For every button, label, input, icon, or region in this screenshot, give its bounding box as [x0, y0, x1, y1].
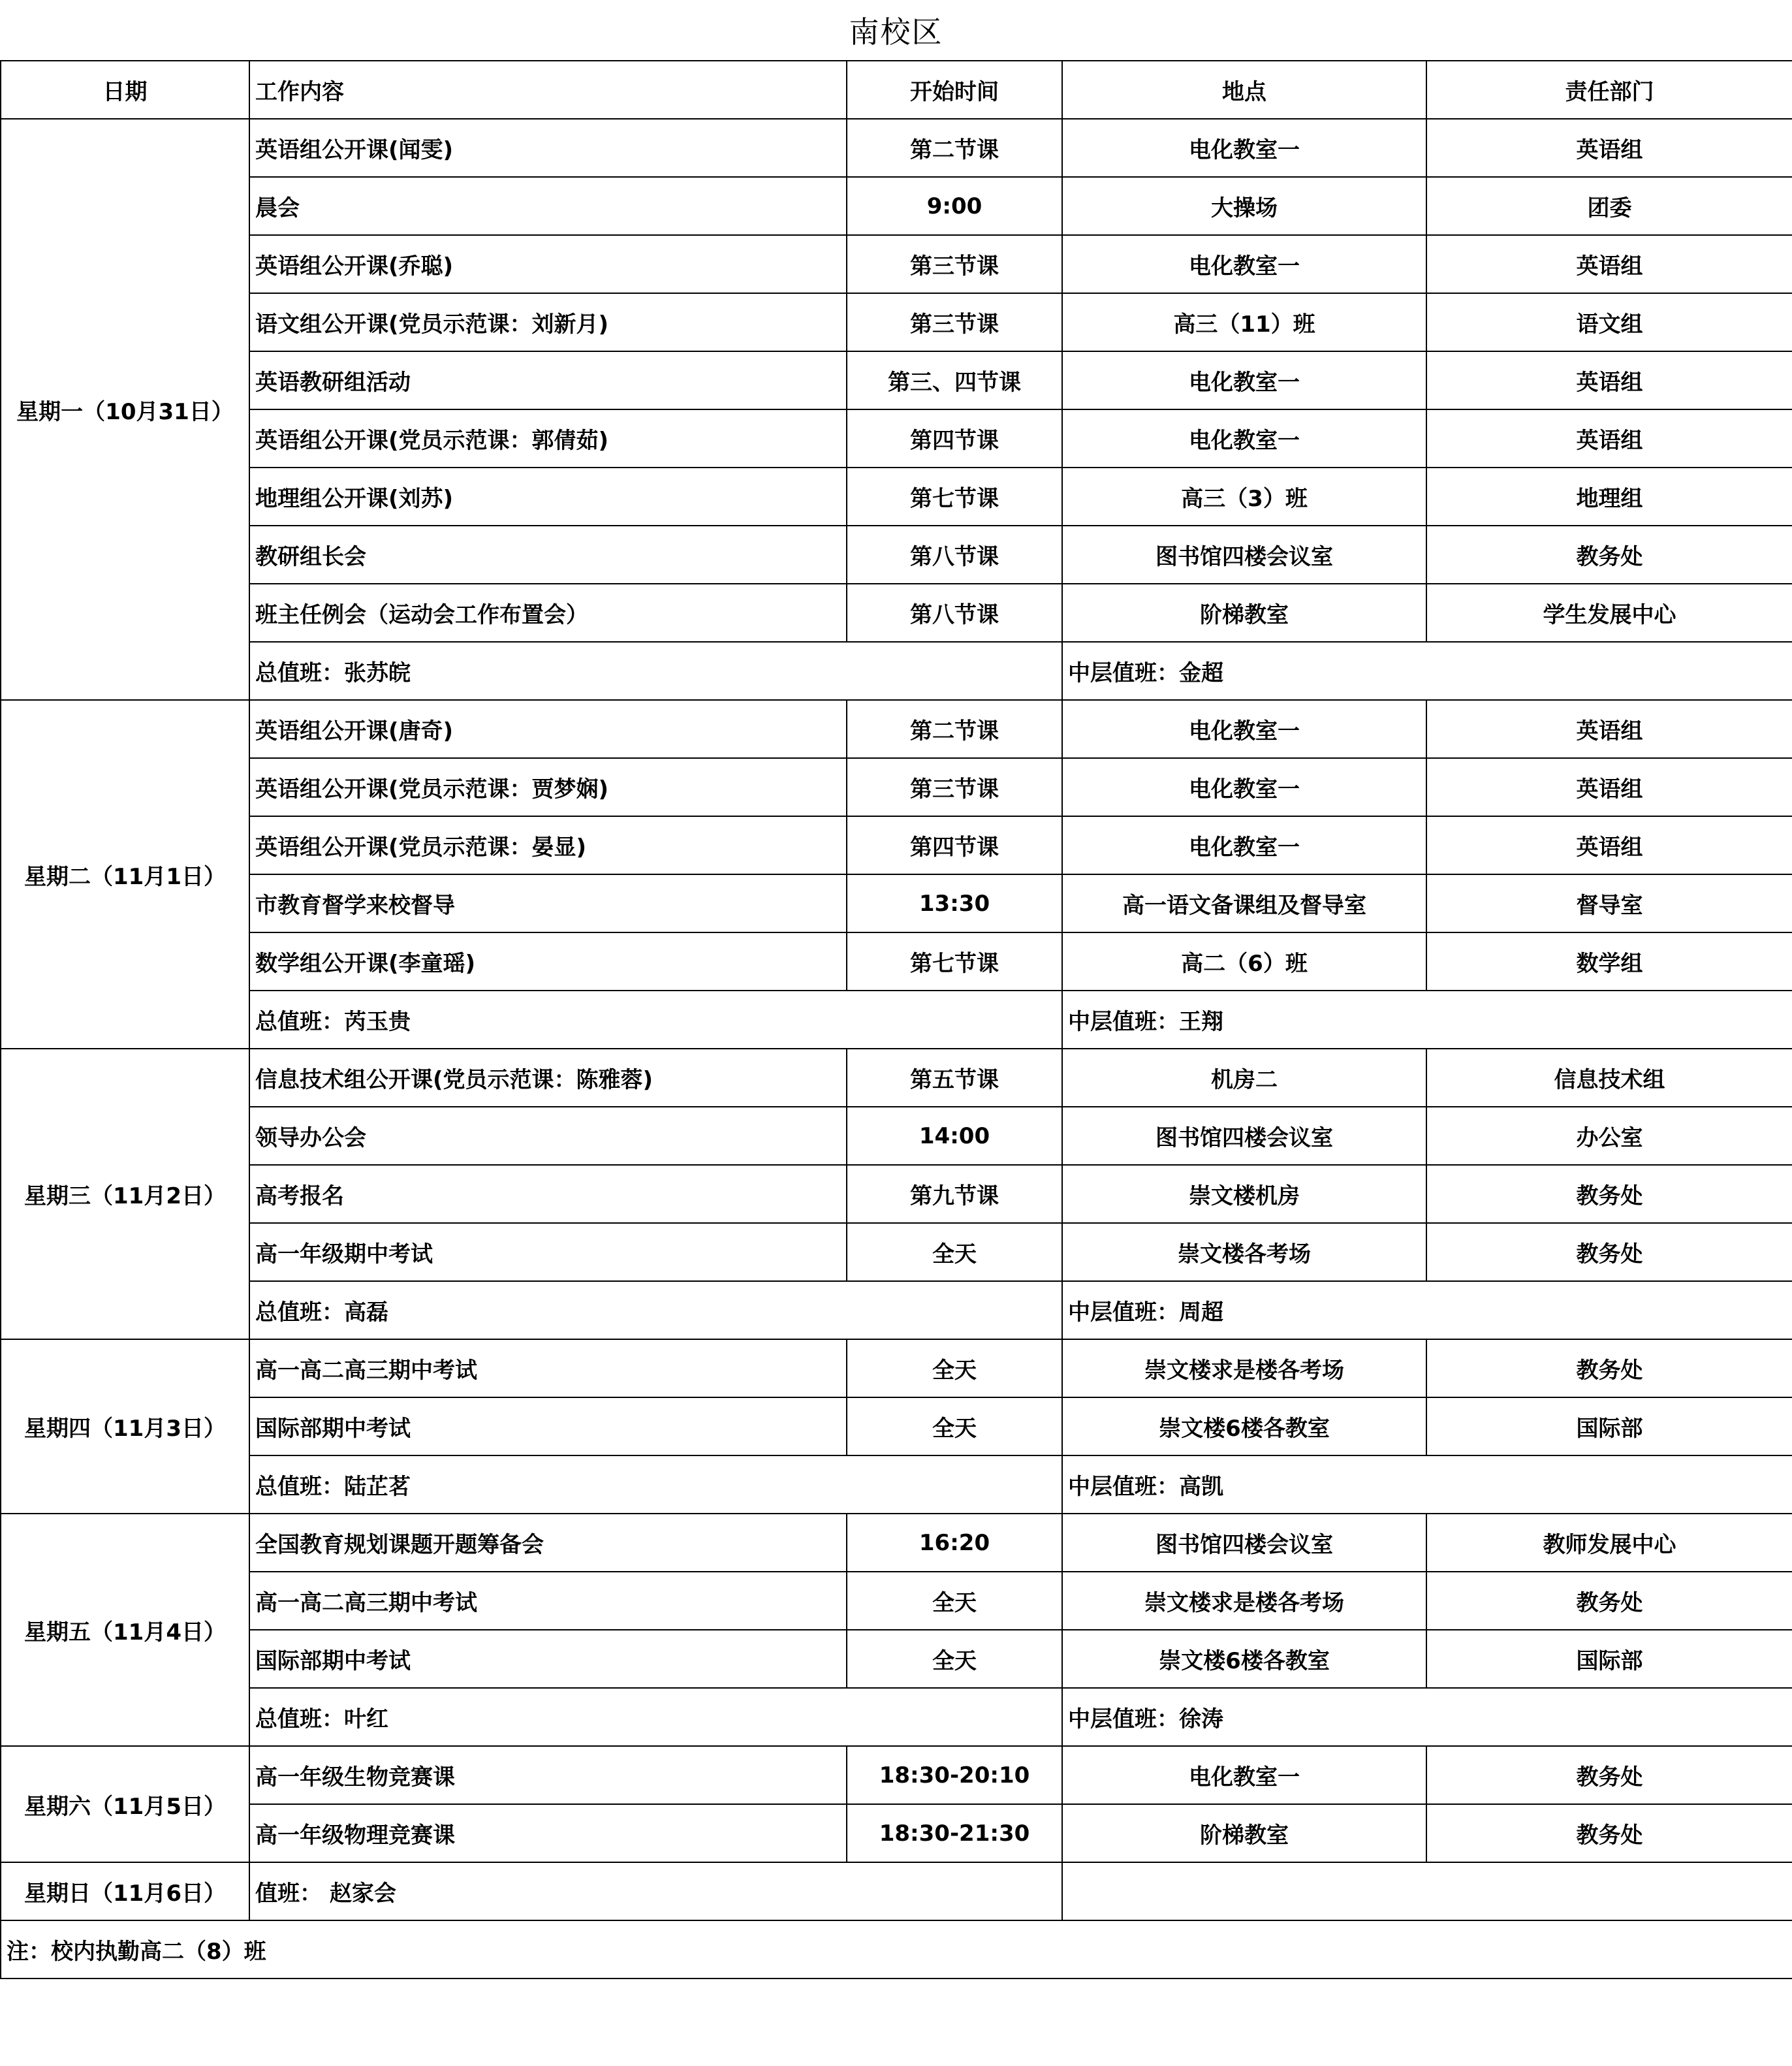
mid-duty-cell: 中层值班：徐涛: [1062, 1688, 1792, 1746]
header-row: [1, 61, 1792, 119]
event-place: 大操场: [1062, 177, 1426, 235]
event-start-time: 第三节课: [847, 293, 1062, 351]
table-row: [1, 758, 1792, 816]
event-dept: 教务处: [1426, 1223, 1792, 1281]
event-content: 英语教研组活动: [249, 351, 847, 409]
note-cell: 注：校内执勤高二（8）班: [1, 1920, 1792, 1979]
event-place: 图书馆四楼会议室: [1062, 526, 1426, 584]
event-place: 崇文楼求是楼各考场: [1062, 1339, 1426, 1397]
event-start-time: 14:00: [847, 1107, 1062, 1165]
table-row: [1, 1746, 1792, 1804]
event-place: 高三（3）班: [1062, 468, 1426, 526]
event-content: 高一年级物理竞赛课: [249, 1804, 847, 1862]
event-start-time: 第二节课: [847, 119, 1062, 177]
event-content: 领导办公会: [249, 1107, 847, 1165]
table-row: [1, 584, 1792, 642]
event-start-time: 全天: [847, 1630, 1062, 1688]
event-content: 英语组公开课(闻雯): [249, 119, 847, 177]
table-row: [1, 1804, 1792, 1862]
day-date-cell: 星期四（11月3日）: [1, 1339, 249, 1514]
table-row: [1, 1339, 1792, 1397]
event-place: 电化教室一: [1062, 816, 1426, 874]
event-start-time: 13:30: [847, 874, 1062, 932]
event-dept: 教务处: [1426, 1804, 1792, 1862]
event-place: 电化教室一: [1062, 351, 1426, 409]
duty-cell: 值班： 赵家会: [249, 1862, 1062, 1920]
event-place: 高三（11）班: [1062, 293, 1426, 351]
event-place: 阶梯教室: [1062, 1804, 1426, 1862]
general-duty-cell: 总值班：芮玉贵: [249, 991, 1062, 1049]
table-row: [1, 874, 1792, 932]
event-dept: 教务处: [1426, 1339, 1792, 1397]
event-place: 崇文楼各考场: [1062, 1223, 1426, 1281]
note-row: [1, 1920, 1792, 1979]
event-start-time: 全天: [847, 1397, 1062, 1455]
mid-duty-cell: 中层值班：王翔: [1062, 991, 1792, 1049]
table-row: [1, 1514, 1792, 1572]
event-content: 数学组公开课(李童瑶): [249, 932, 847, 991]
table-row: [1, 932, 1792, 991]
event-dept: 督导室: [1426, 874, 1792, 932]
event-dept: 地理组: [1426, 468, 1792, 526]
event-start-time: 全天: [847, 1223, 1062, 1281]
event-place: 图书馆四楼会议室: [1062, 1107, 1426, 1165]
table-row: [1, 1165, 1792, 1223]
mid-duty-cell: 中层值班：高凯: [1062, 1455, 1792, 1514]
event-start-time: 第八节课: [847, 526, 1062, 584]
event-place: 高一语文备课组及督导室: [1062, 874, 1426, 932]
general-duty-cell: 总值班：张苏皖: [249, 642, 1062, 700]
header-dept: 责任部门: [1426, 61, 1792, 119]
event-content: 英语组公开课(党员示范课：贾梦娴): [249, 758, 847, 816]
event-start-time: 全天: [847, 1339, 1062, 1397]
event-content: 全国教育规划课题开题筹备会: [249, 1514, 847, 1572]
table-row: [1, 235, 1792, 293]
duty-row: [1, 991, 1792, 1049]
table-row: [1, 1572, 1792, 1630]
table-row: [1, 1049, 1792, 1107]
event-dept: 教师发展中心: [1426, 1514, 1792, 1572]
event-start-time: 第九节课: [847, 1165, 1062, 1223]
table-row: [1, 293, 1792, 351]
event-place: 阶梯教室: [1062, 584, 1426, 642]
event-start-time: 18:30-21:30: [847, 1804, 1062, 1862]
event-dept: 英语组: [1426, 758, 1792, 816]
table-row: [1, 1397, 1792, 1455]
event-start-time: 16:20: [847, 1514, 1062, 1572]
event-content: 英语组公开课(乔聪): [249, 235, 847, 293]
table-row: [1, 468, 1792, 526]
table-row: [1, 1107, 1792, 1165]
event-content: 教研组长会: [249, 526, 847, 584]
event-place: 崇文楼6楼各教室: [1062, 1397, 1426, 1455]
event-dept: 语文组: [1426, 293, 1792, 351]
event-place: 崇文楼机房: [1062, 1165, 1426, 1223]
event-dept: 英语组: [1426, 816, 1792, 874]
mid-duty-cell: 中层值班：周超: [1062, 1281, 1792, 1339]
event-start-time: 第八节课: [847, 584, 1062, 642]
general-duty-cell: 总值班：高磊: [249, 1281, 1062, 1339]
event-start-time: 第二节课: [847, 700, 1062, 758]
schedule-table: [0, 60, 1792, 1979]
event-dept: 团委: [1426, 177, 1792, 235]
event-dept: 英语组: [1426, 235, 1792, 293]
header-place: 地点: [1062, 61, 1426, 119]
schedule-body: [1, 119, 1792, 1979]
duty-row: [1, 1688, 1792, 1746]
event-dept: 教务处: [1426, 1572, 1792, 1630]
table-row: [1, 177, 1792, 235]
event-place: 崇文楼求是楼各考场: [1062, 1572, 1426, 1630]
duty-row: [1, 1455, 1792, 1514]
table-row: [1, 409, 1792, 468]
event-start-time: 18:30-20:10: [847, 1746, 1062, 1804]
event-dept: 数学组: [1426, 932, 1792, 991]
event-start-time: 第七节课: [847, 932, 1062, 991]
table-row: [1, 526, 1792, 584]
event-place: 机房二: [1062, 1049, 1426, 1107]
table-row: [1, 1630, 1792, 1688]
header-start-time: 开始时间: [847, 61, 1062, 119]
event-content: 英语组公开课(党员示范课：郭倩茹): [249, 409, 847, 468]
event-dept: 教务处: [1426, 1746, 1792, 1804]
event-content: 地理组公开课(刘苏): [249, 468, 847, 526]
table-row: [1, 351, 1792, 409]
event-start-time: 第三节课: [847, 758, 1062, 816]
event-content: 国际部期中考试: [249, 1397, 847, 1455]
table-row: [1, 1223, 1792, 1281]
event-dept: 信息技术组: [1426, 1049, 1792, 1107]
day-date-cell: 星期二（11月1日）: [1, 700, 249, 1049]
general-duty-cell: 总值班：叶红: [249, 1688, 1062, 1746]
event-content: 市教育督学来校督导: [249, 874, 847, 932]
event-start-time: 第三、四节课: [847, 351, 1062, 409]
event-dept: 教务处: [1426, 526, 1792, 584]
day-date-cell: 星期三（11月2日）: [1, 1049, 249, 1339]
day-date-cell: 星期日（11月6日）: [1, 1862, 249, 1920]
event-content: 信息技术组公开课(党员示范课：陈雅蓉): [249, 1049, 847, 1107]
event-start-time: 第四节课: [847, 816, 1062, 874]
table-row: [1, 1862, 1792, 1920]
event-content: 高一高二高三期中考试: [249, 1572, 847, 1630]
mid-duty-cell: 中层值班：金超: [1062, 642, 1792, 700]
event-place: 电化教室一: [1062, 119, 1426, 177]
event-dept: 英语组: [1426, 409, 1792, 468]
event-dept: 英语组: [1426, 351, 1792, 409]
day-date-cell: 星期五（11月4日）: [1, 1514, 249, 1746]
table-row: [1, 700, 1792, 758]
event-start-time: 全天: [847, 1572, 1062, 1630]
event-start-time: 第三节课: [847, 235, 1062, 293]
day-date-cell: 星期六（11月5日）: [1, 1746, 249, 1862]
event-content: 晨会: [249, 177, 847, 235]
day-date-cell: 星期一（10月31日）: [1, 119, 249, 700]
event-content: 高考报名: [249, 1165, 847, 1223]
event-place: 电化教室一: [1062, 1746, 1426, 1804]
empty-cell: [1062, 1862, 1792, 1920]
event-dept: 英语组: [1426, 700, 1792, 758]
page-title: 南校区: [849, 14, 943, 50]
table-row: [1, 119, 1792, 177]
header-content: 工作内容: [249, 61, 847, 119]
header-date: 日期: [1, 61, 249, 119]
event-place: 电化教室一: [1062, 235, 1426, 293]
event-content: 语文组公开课(党员示范课：刘新月): [249, 293, 847, 351]
event-start-time: 第五节课: [847, 1049, 1062, 1107]
event-place: 高二（6）班: [1062, 932, 1426, 991]
event-dept: 办公室: [1426, 1107, 1792, 1165]
event-start-time: 第四节课: [847, 409, 1062, 468]
event-content: 国际部期中考试: [249, 1630, 847, 1688]
event-dept: 国际部: [1426, 1397, 1792, 1455]
event-dept: 教务处: [1426, 1165, 1792, 1223]
event-start-time: 9:00: [847, 177, 1062, 235]
event-dept: 学生发展中心: [1426, 584, 1792, 642]
event-place: 电化教室一: [1062, 700, 1426, 758]
event-content: 高一年级生物竞赛课: [249, 1746, 847, 1804]
event-start-time: 第七节课: [847, 468, 1062, 526]
duty-row: [1, 1281, 1792, 1339]
event-content: 高一高二高三期中考试: [249, 1339, 847, 1397]
table-row: [1, 816, 1792, 874]
event-content: 高一年级期中考试: [249, 1223, 847, 1281]
event-place: 电化教室一: [1062, 758, 1426, 816]
event-place: 图书馆四楼会议室: [1062, 1514, 1426, 1572]
event-dept: 国际部: [1426, 1630, 1792, 1688]
event-place: 电化教室一: [1062, 409, 1426, 468]
event-content: 英语组公开课(党员示范课：晏显): [249, 816, 847, 874]
event-dept: 英语组: [1426, 119, 1792, 177]
event-content: 班主任例会（运动会工作布置会）: [249, 584, 847, 642]
general-duty-cell: 总值班：陆芷茗: [249, 1455, 1062, 1514]
duty-row: [1, 642, 1792, 700]
event-content: 英语组公开课(唐奇): [249, 700, 847, 758]
event-place: 崇文楼6楼各教室: [1062, 1630, 1426, 1688]
